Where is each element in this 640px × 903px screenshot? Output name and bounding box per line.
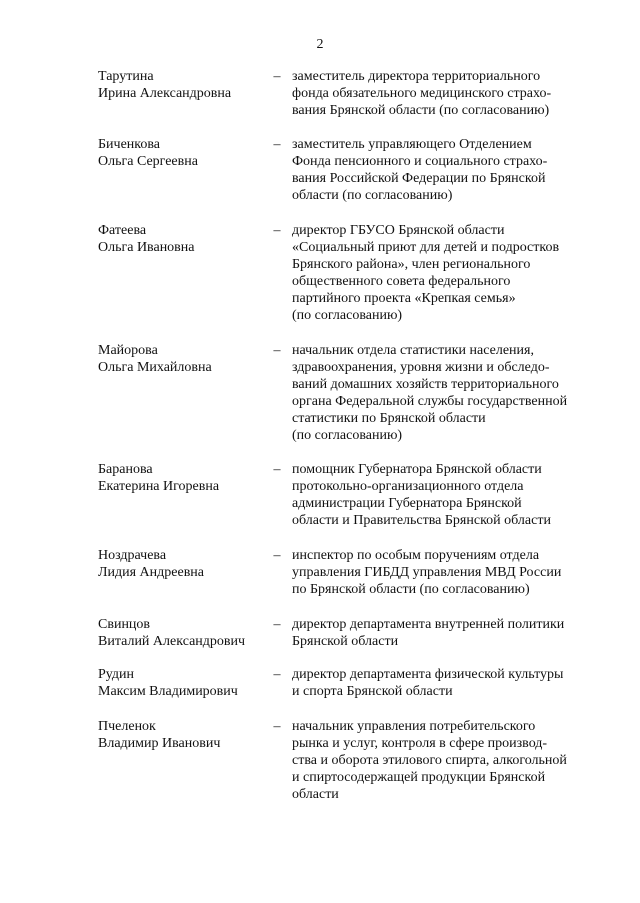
member-given-name: Ольга Михайловна [98, 360, 212, 375]
member-surname: Свинцов [98, 617, 151, 632]
role-line: вания Российской Федерации по Брянской [292, 171, 546, 186]
member-surname: Майорова [98, 343, 158, 358]
dash-separator: – [273, 667, 281, 682]
role-line: Брянской области [292, 634, 399, 649]
role-line: Брянского района», член регионального [292, 257, 531, 272]
member-name [98, 222, 268, 256]
role-line: начальник отдела статистики населения, [292, 343, 534, 358]
member-surname: Баранова [98, 462, 153, 477]
member-role [292, 616, 597, 650]
member-given-name: Ирина Александровна [98, 86, 232, 101]
member-name [98, 136, 268, 170]
role-line: области (по согласованию) [292, 188, 453, 203]
member-given-name: Максим Владимирович [98, 684, 238, 699]
dash-separator: – [273, 223, 281, 238]
role-line: (по согласованию) [292, 308, 403, 323]
member-given-name: Виталий Александрович [98, 634, 246, 649]
role-line: инспектор по особым поручениям отдела [292, 548, 540, 563]
member-name [98, 342, 268, 376]
role-line: управления ГИБДД управления МВД России [292, 565, 562, 580]
member-role [292, 222, 597, 324]
role-line: статистики по Брянской области [292, 411, 486, 426]
role-line: области [292, 787, 339, 802]
member-given-name: Владимир Иванович [98, 736, 221, 751]
role-line: партийного проекта «Крепкая семья» [292, 291, 516, 306]
member-name [98, 68, 268, 102]
role-line: общественного совета федерального [292, 274, 511, 289]
member-name [98, 666, 268, 700]
member-surname: Фатеева [98, 223, 147, 238]
member-name [98, 461, 268, 495]
role-line: протокольно-организационного отдела [292, 479, 524, 494]
role-line: фонда обязательного медицинского страхо- [292, 86, 552, 101]
member-surname: Рудин [98, 667, 135, 682]
role-line: администрации Губернатора Брянской [292, 496, 522, 511]
role-line: помощник Губернатора Брянской области [292, 462, 542, 477]
dash-separator: – [273, 719, 281, 734]
role-line: ваний домашних хозяйств территориального [292, 377, 559, 392]
member-surname: Биченкова [98, 137, 161, 152]
member-given-name: Ольга Сергеевна [98, 154, 198, 169]
role-line: директор департамента физической культуры [292, 667, 564, 682]
role-line: области и Правительства Брянской области [292, 513, 551, 528]
member-role [292, 666, 597, 700]
dash-separator: – [273, 137, 281, 152]
member-surname: Тарутина [98, 69, 154, 84]
role-line: «Социальный приют для детей и подростков [292, 240, 560, 255]
member-given-name: Лидия Андреевна [98, 565, 205, 580]
page-number: 2 [316, 37, 324, 52]
member-role [292, 461, 597, 529]
member-role [292, 718, 597, 803]
dash-separator: – [273, 69, 281, 84]
role-line: рынка и услуг, контроля в сфере производ- [292, 736, 548, 751]
member-role [292, 68, 597, 119]
role-line: начальник управления потребительского [292, 719, 536, 734]
role-line: ства и оборота этилового спирта, алкогольной [292, 753, 567, 768]
role-line: (по согласованию) [292, 428, 403, 443]
member-role [292, 136, 597, 204]
dash-separator: – [273, 617, 281, 632]
role-line: вания Брянской области (по согласованию) [292, 103, 550, 118]
dash-separator: – [273, 462, 281, 477]
dash-separator: – [273, 343, 281, 358]
member-role [292, 342, 597, 444]
role-line: и спиртосодержащей продукции Брянской [292, 770, 546, 785]
role-line: Фонда пенсионного и социального страхо- [292, 154, 548, 169]
role-line: и спорта Брянской области [292, 684, 453, 699]
role-line: директор ГБУСО Брянской области [292, 223, 505, 238]
member-role [292, 547, 597, 598]
member-name [98, 616, 268, 650]
role-line: здравоохранения, уровня жизни и обследо- [292, 360, 550, 375]
role-line: заместитель директора территориального [292, 69, 541, 84]
role-line: заместитель управляющего Отделением [292, 137, 532, 152]
member-surname: Ноздрачева [98, 548, 167, 563]
member-given-name: Ольга Ивановна [98, 240, 195, 255]
member-surname: Пчеленок [98, 719, 156, 734]
member-name [98, 547, 268, 581]
member-name [98, 718, 268, 752]
role-line: органа Федеральной службы государственной [292, 394, 568, 409]
dash-separator: – [273, 548, 281, 563]
role-line: по Брянской области (по согласованию) [292, 582, 530, 597]
member-given-name: Екатерина Игоревна [98, 479, 220, 494]
role-line: директор департамента внутренней политики [292, 617, 565, 632]
